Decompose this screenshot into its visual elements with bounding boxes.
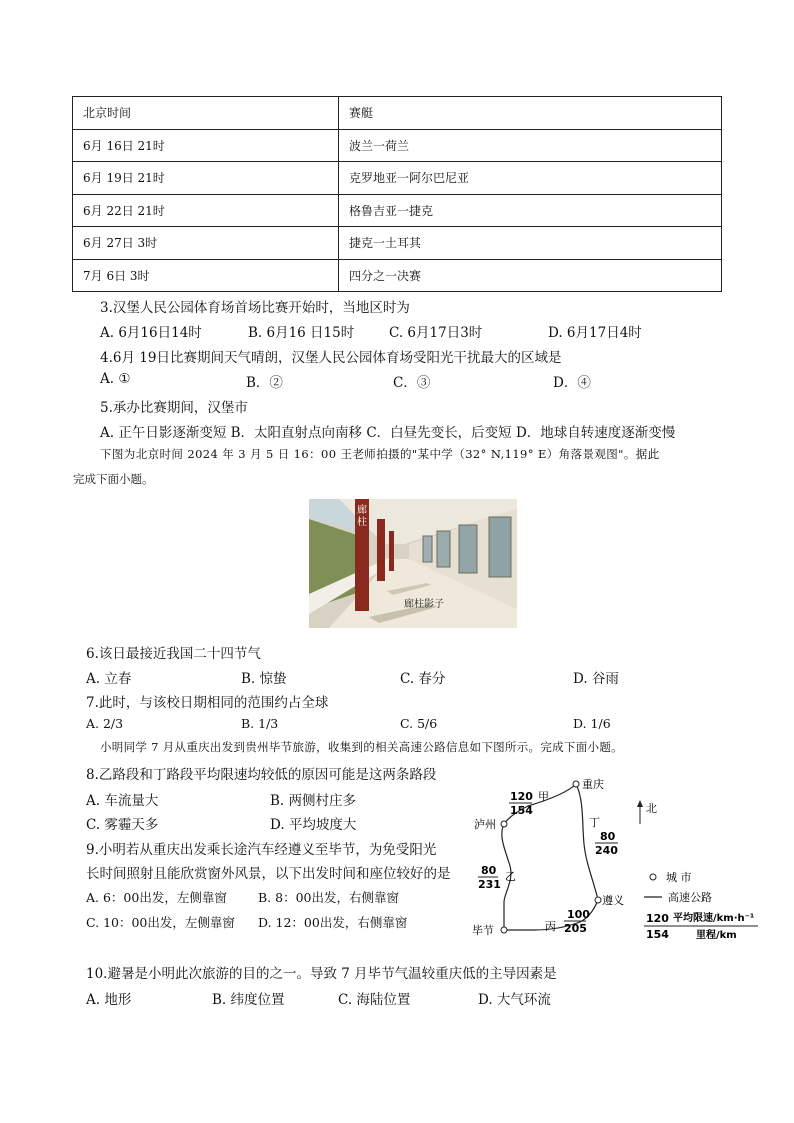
question-6-stem: 6.该日最接近我国二十四节气 <box>86 646 261 662</box>
question-9-option-d: D. 12：00出发，右侧靠窗 <box>258 915 408 930</box>
city-label-chongqing: 重庆 <box>582 778 604 791</box>
north-label: 北 <box>646 802 657 815</box>
question-8-option-d: D. 平均坡度大 <box>270 817 357 833</box>
segment-jia-speed: 120 <box>510 790 533 803</box>
segment-ding-distance: 240 <box>595 844 618 857</box>
segment-yi-distance: 231 <box>478 878 501 891</box>
pillar-label <box>357 505 367 529</box>
question-8-option-a: A. 车流量大 <box>86 793 159 809</box>
question-9-stem-line-2: 长时间照射且能欣赏窗外风景，以下出发时间和座位较好的是 <box>86 866 451 882</box>
segment-jia-distance: 154 <box>510 804 533 817</box>
question-3-stem: 3.汉堡人民公园体育场首场比赛开始时，当地区时为 <box>100 300 410 316</box>
highway-map <box>468 770 768 950</box>
question-10-option-b: B. 纬度位置 <box>212 992 285 1008</box>
table-cell-match: 格鲁吉亚一捷克 <box>339 194 722 227</box>
city-label-luzhou: 泸州 <box>474 818 496 831</box>
segment-yi-name: 乙 <box>505 870 516 883</box>
table-row <box>73 162 722 195</box>
question-10-option-a: A. 地形 <box>86 992 132 1008</box>
question-6-option-d: D. 谷雨 <box>573 671 619 687</box>
question-8-option-b: B. 两侧村庄多 <box>270 793 357 809</box>
header-beijing-time: 北京时间 <box>73 97 339 130</box>
question-3-option-d: D. 6月17日4时 <box>548 325 642 341</box>
table-header-row <box>73 97 722 130</box>
table-row <box>73 194 722 227</box>
segment-bing-name: 丙 <box>545 920 556 933</box>
legend-distance-label: 里程/km <box>696 930 737 941</box>
question-4-option-b: B．② <box>246 375 283 391</box>
question-10-option-c: C. 海陆位置 <box>338 992 411 1008</box>
segment-bing-distance: 205 <box>564 922 587 935</box>
segment-ding-name: 丁 <box>589 816 600 829</box>
question-8-stem: 8.乙路段和丁路段平均限速均较低的原因可能是这两条路段 <box>86 767 437 783</box>
table-cell-time: 6月 27日 3时 <box>73 227 339 260</box>
legend-highway-label: 高速公路 <box>668 891 712 904</box>
table-cell-time: 7月 6日 3时 <box>73 259 339 292</box>
city-marker-bijie <box>501 927 507 933</box>
question-6-option-c: C. 春分 <box>400 671 446 687</box>
city-marker-zunyi <box>595 897 601 903</box>
table-row <box>73 259 722 292</box>
corridor-photo <box>309 499 517 628</box>
legend-speed-label: 平均限速/km·h⁻¹ <box>673 913 755 924</box>
question-9-option-c: C. 10：00出发，左侧靠窗 <box>86 915 235 930</box>
table-cell-time: 6月 22日 21时 <box>73 194 339 227</box>
question-3-option-c: C. 6月17日3时 <box>389 325 483 341</box>
table-cell-match: 克罗地亚一阿尔巴尼亚 <box>339 162 722 195</box>
pillar-label-char-2: 柱 <box>357 517 367 528</box>
segment-jia-name: 甲 <box>538 790 549 803</box>
north-arrow-icon <box>637 800 643 824</box>
question-6-option-b: B. 惊蛰 <box>241 671 287 687</box>
legend-city-label: 城 市 <box>666 871 692 884</box>
table-row <box>73 227 722 260</box>
segment-bing-speed: 100 <box>567 908 590 921</box>
question-7-option-c: C. 5/6 <box>400 716 438 731</box>
city-label-zunyi: 遵义 <box>602 894 624 907</box>
segment-yi-speed: 80 <box>481 864 497 877</box>
table-row <box>73 129 722 162</box>
map-intro: 小明同学 7 月从重庆出发到贵州毕节旅游，收集到的相关高速公路信息如下图所示。完成下面小题。 <box>100 740 623 754</box>
map-legend <box>644 871 758 941</box>
question-4-stem: 4.6月 19日比赛期间天气晴朗，汉堡人民公园体育场受阳光干扰最大的区域是 <box>100 350 562 366</box>
question-4-option-c: C．③ <box>393 375 431 391</box>
table-cell-match: 四分之一决赛 <box>339 259 722 292</box>
city-marker-chongqing <box>573 781 579 787</box>
table-cell-time: 6月 16日 21时 <box>73 129 339 162</box>
question-5-stem: 5.承办比赛期间，汉堡市 <box>100 400 248 416</box>
question-7-option-d: D. 1/6 <box>573 716 611 731</box>
match-schedule-table <box>72 96 722 292</box>
city-label-bijie: 毕节 <box>472 924 494 937</box>
photo-intro-line-2: 完成下面小题。 <box>73 472 154 486</box>
header-match: 赛艇 <box>339 97 722 130</box>
table-cell-match: 捷克一土耳其 <box>339 227 722 260</box>
question-10-stem: 10.避暑是小明此次旅游的目的之一。导致 7 月毕节气温较重庆低的主导因素是 <box>86 966 557 982</box>
question-7-option-b: B. 1/3 <box>241 716 279 731</box>
legend-sample-distance: 154 <box>646 928 669 941</box>
question-6-option-a: A. 立春 <box>86 671 132 687</box>
question-7-stem: 7.此时，与该校日期相同的范围约占全球 <box>86 695 329 711</box>
question-4-option-a: A. ① <box>100 371 131 387</box>
segment-ding-speed: 80 <box>600 830 616 843</box>
question-8-option-c: C. 雾霾天多 <box>86 817 159 833</box>
question-3-option-a: A. 6月16日14时 <box>100 325 202 341</box>
pillar-label-char-1: 廊 <box>357 505 367 516</box>
question-3-option-b: B. 6月16 日15时 <box>248 325 355 341</box>
legend-city-icon <box>650 874 656 880</box>
question-10-option-d: D. 大气环流 <box>478 992 551 1008</box>
photo-intro-line-1: 下图为北京时间 2024 年 3 月 5 日 16：00 王老师拍摄的"某中学（32° N,119° E）角落景观图"。据此 <box>100 447 660 461</box>
table-cell-time: 6月 19日 21时 <box>73 162 339 195</box>
pillar-shadow-label: 廊柱影子 <box>404 599 444 610</box>
question-4-option-d: D．④ <box>553 375 591 391</box>
question-9-option-b: B. 8：00出发，右侧靠窗 <box>258 890 399 905</box>
question-9-stem-line-1: 9.小明若从重庆出发乘长途汽车经遵义至毕节，为免受阳光 <box>86 842 437 858</box>
question-5-options: A. 正午日影逐渐变短 B．太阳直射点向南移 C．白昼先变长，后变短 D．地球自转速度逐渐变慢 <box>100 425 676 441</box>
table-cell-match: 波兰一荷兰 <box>339 129 722 162</box>
question-7-option-a: A. 2/3 <box>86 716 124 731</box>
legend-sample-speed: 120 <box>646 912 669 925</box>
question-9-option-a: A. 6：00出发，左侧靠窗 <box>86 890 227 905</box>
city-marker-luzhou <box>501 821 507 827</box>
